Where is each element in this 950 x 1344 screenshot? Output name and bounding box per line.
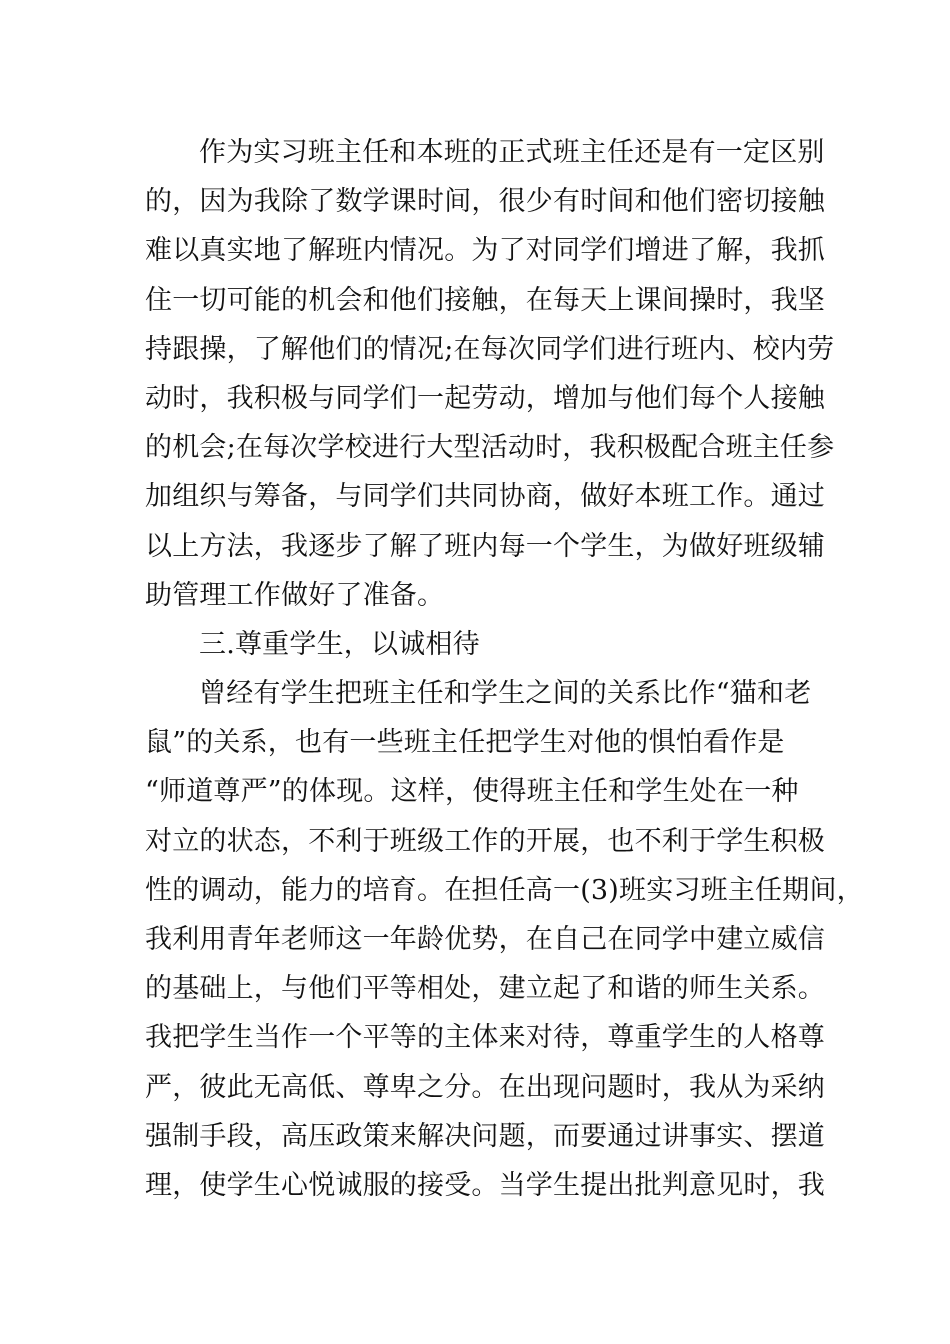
paragraph-internship-understanding: [145, 128, 835, 620]
text-line: 作为实习班主任和本班的正式班主任还是有一定区别: [199, 137, 825, 168]
text-line: 强制手段，高压政策来解决问题，而要通过讲事实、摆道: [145, 1120, 825, 1152]
text-line: 性的调动，能力的培育。在担任高一(3)班实习班主任期间，: [145, 874, 864, 906]
text-line: 的，因为我除了数学课时间，很少有时间和他们密切接触: [145, 186, 825, 218]
document-body: [145, 128, 864, 1210]
text-line: 以上方法，我逐步了解了班内每一个学生，为做好班级辅: [145, 530, 825, 562]
text-line: 我把学生当作一个平等的主体来对待，尊重学生的人格尊: [145, 1022, 825, 1054]
text-line: 持跟操，了解他们的情况;在每次同学们进行班内、校内劳: [145, 333, 835, 365]
text-line: 难以真实地了解班内情况。为了对同学们增进了解，我抓: [145, 235, 825, 267]
text-line: 的机会;在每次学校进行大型活动时，我积极配合班主任参: [145, 432, 835, 464]
text-line: 鼠”的关系，也有一些班主任把学生对他的惧怕看作是: [145, 727, 785, 759]
text-line: 加组织与筹备，与同学们共同协商，做好本班工作。通过: [145, 481, 825, 513]
paragraph-respect-students: [145, 669, 864, 1210]
text-line: 住一切可能的机会和他们接触，在每天上课间操时，我坚: [145, 284, 825, 316]
text-line: 动时，我积极与同学们一起劳动，增加与他们每个人接触: [145, 382, 825, 414]
text-line: “师道尊严”的体现。这样，使得班主任和学生处在一种: [145, 776, 799, 808]
text-line: 我利用青年老师这一年龄优势，在自己在同学中建立威信: [145, 924, 825, 955]
section-heading: 三.尊重学生，以诚相待: [199, 628, 480, 660]
text-line: 的基础上，与他们平等相处，建立起了和谐的师生关系。: [145, 973, 825, 1005]
text-line: 曾经有学生把班主任和学生之间的关系比作“猫和老: [199, 678, 812, 710]
text-line: 严，彼此无高低、尊卑之分。在出现问题时，我从为采纳: [145, 1071, 825, 1103]
text-line: 理，使学生心悦诚服的接受。当学生提出批判意见时，我: [145, 1169, 825, 1201]
text-line: 对立的状态，不利于班级工作的开展，也不利于学生积极: [145, 825, 825, 857]
text-line: 助管理工作做好了准备。: [145, 579, 445, 611]
